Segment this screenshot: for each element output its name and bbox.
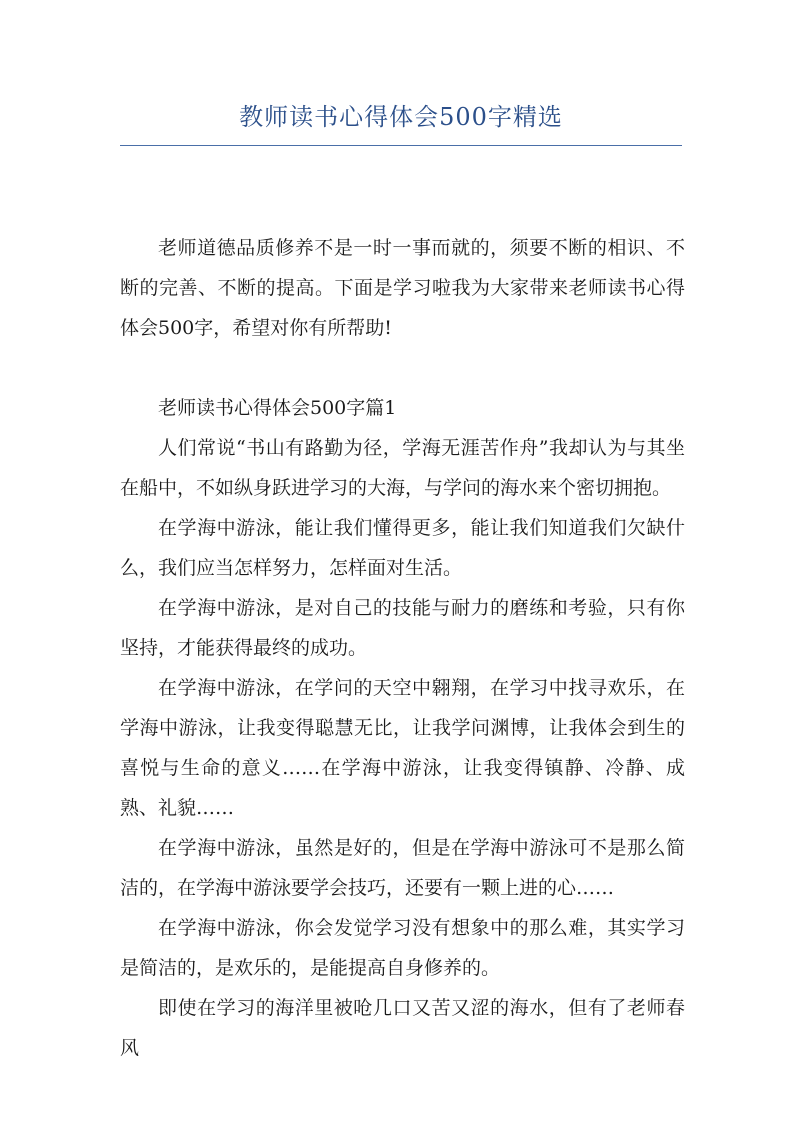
body-paragraph: 在学海中游泳，虽然是好的，但是在学海中游泳可不是那么简洁的，在学海中游泳要学会技巧，还要有一颗上进的心…… [120, 837, 685, 899]
section-heading: 老师读书心得体会500字篇1 [158, 397, 397, 419]
document-body [120, 228, 685, 1068]
body-paragraph: 即使在学习的海洋里被呛几口又苦又涩的海水，但有了老师春风 [120, 997, 685, 1059]
title-underline [120, 145, 682, 146]
body-paragraph: 在学海中游泳，你会发觉学习没有想象中的那么难，其实学习是简洁的，是欢乐的，是能提高自身修养的。 [120, 917, 685, 979]
body-paragraph: 在学海中游泳，能让我们懂得更多，能让我们知道我们欠缺什么，我们应当怎样努力，怎样面对生活。 [120, 517, 685, 579]
document-title: 教师读书心得体会500字精选 [239, 103, 563, 131]
body-paragraph: 人们常说“书山有路勤为径，学海无涯苦作舟”我却认为与其坐在船中，不如纵身跃进学习的大海，与学问的海水来个密切拥抱。 [120, 437, 685, 499]
body-paragraph: 在学海中游泳，是对自己的技能与耐力的磨练和考验，只有你坚持，才能获得最终的成功。 [120, 597, 685, 659]
intro-paragraph: 老师道德品质修养不是一时一事而就的，须要不断的相识、不断的完善、不断的提高。下面是学习啦我为大家带来老师读书心得体会500字，希望对你有所帮助! [120, 237, 685, 339]
body-paragraph: 在学海中游泳，在学问的天空中翱翔，在学习中找寻欢乐，在学海中游泳，让我变得聪慧无比，让我学问渊博，让我体会到生的喜悦与生命的意义……在学海中游泳，让我变得镇静、冷静、成熟、礼貌…… [120, 677, 685, 819]
